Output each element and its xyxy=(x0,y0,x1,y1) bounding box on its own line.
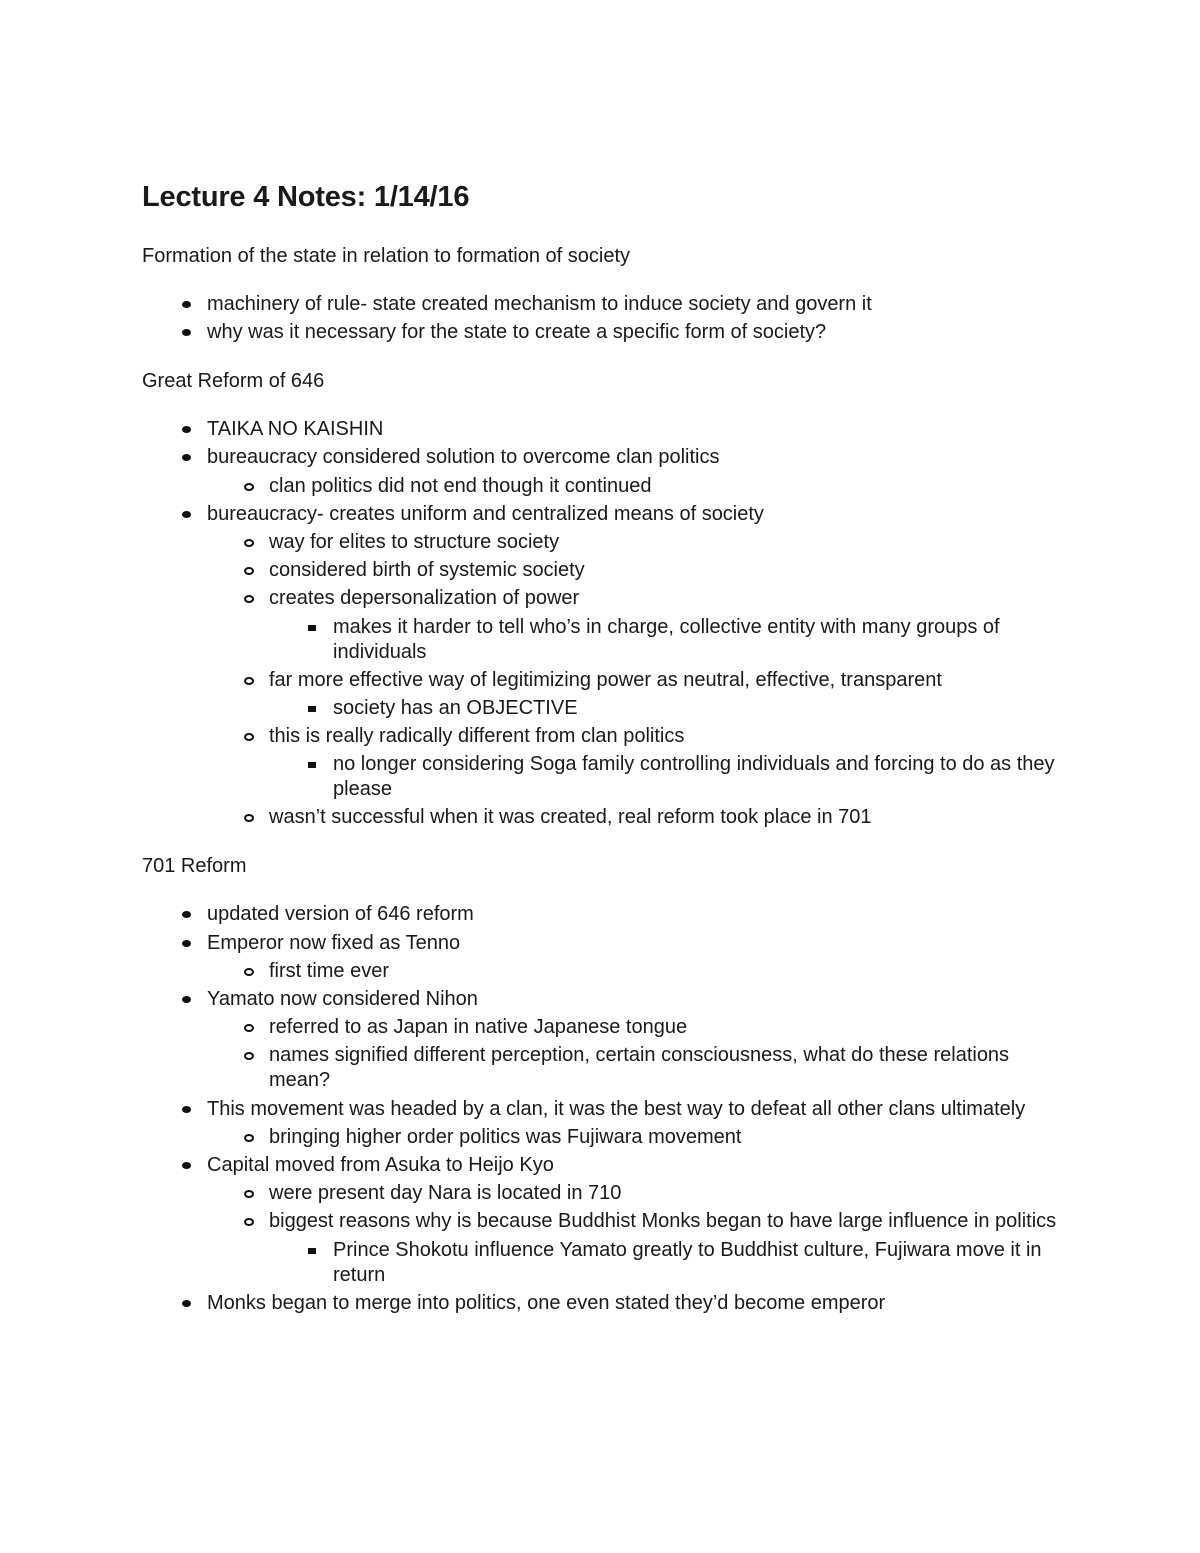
list-item xyxy=(142,1125,1062,1150)
bullet-list xyxy=(142,417,1062,830)
hollow-bullet-icon xyxy=(244,1190,254,1198)
filled-bullet-icon xyxy=(182,301,191,308)
list-item-text: This movement was headed by a clan, it was the best way to defeat all other clans ultimately xyxy=(207,1097,1026,1120)
list-item xyxy=(142,1209,1062,1234)
filled-bullet-icon xyxy=(182,1106,191,1113)
filled-bullet-icon xyxy=(182,911,191,918)
notes-page xyxy=(142,178,1062,1338)
list-item xyxy=(142,931,1062,956)
list-item xyxy=(142,752,1062,802)
list-item xyxy=(142,445,1062,470)
list-item xyxy=(142,987,1062,1012)
list-item xyxy=(142,805,1062,830)
list-item-text: clan politics did not end though it continued xyxy=(269,474,652,497)
filled-bullet-icon xyxy=(182,454,191,461)
list-item xyxy=(142,1181,1062,1206)
list-item-text: TAIKA NO KAISHIN xyxy=(207,418,384,441)
section-heading: Great Reform of 646 xyxy=(142,370,325,393)
hollow-bullet-icon xyxy=(244,814,254,822)
page-title: Lecture 4 Notes: 1/14/16 xyxy=(142,181,470,213)
list-item xyxy=(142,1291,1062,1316)
list-item xyxy=(142,417,1062,442)
bullet-list xyxy=(142,902,1062,1315)
list-item-text: referred to as Japan in native Japanese tongue xyxy=(269,1016,688,1039)
list-item xyxy=(142,959,1062,984)
list-item-text: why was it necessary for the state to create a specific form of society? xyxy=(207,321,827,344)
list-item xyxy=(142,696,1062,721)
filled-bullet-icon xyxy=(182,996,191,1003)
list-item xyxy=(142,668,1062,693)
list-item xyxy=(142,1015,1062,1040)
list-item-text: bureaucracy considered solution to overcome clan politics xyxy=(207,446,720,469)
list-item-text: makes it harder to tell who’s in charge, collective entity with many groups of individuals xyxy=(333,615,1000,663)
list-item xyxy=(142,320,1062,345)
filled-bullet-icon xyxy=(182,1162,191,1169)
hollow-bullet-icon xyxy=(244,1218,254,1226)
list-item-text: bringing higher order politics was Fujiwara movement xyxy=(269,1125,742,1148)
list-item xyxy=(142,1043,1062,1093)
list-item xyxy=(142,474,1062,499)
list-item-text: this is really radically different from clan politics xyxy=(269,725,685,748)
list-item xyxy=(142,902,1062,927)
list-item-text: Monks began to merge into politics, one even stated they’d become emperor xyxy=(207,1291,886,1314)
filled-bullet-icon xyxy=(182,426,191,433)
hollow-bullet-icon xyxy=(244,733,254,741)
list-item-text: Emperor now fixed as Tenno xyxy=(207,931,461,954)
list-item-text: far more effective way of legitimizing power as neutral, effective, transparent xyxy=(269,668,942,691)
square-bullet-icon xyxy=(308,706,316,712)
list-item-text: no longer considering Soga family controlling individuals and forcing to do as they please xyxy=(333,753,1055,801)
list-item-text: considered birth of systemic society xyxy=(269,559,585,582)
list-item-text: Yamato now considered Nihon xyxy=(207,988,478,1010)
list-item-text: Capital moved from Asuka to Heijo Kyo xyxy=(207,1153,554,1176)
bullet-list xyxy=(142,292,1062,345)
hollow-bullet-icon xyxy=(244,677,254,685)
notes-body xyxy=(142,242,1062,1316)
section-heading: 701 Reform xyxy=(142,855,247,878)
list-item-text: bureaucracy- creates uniform and centralized means of society xyxy=(207,502,764,525)
list-item-text: updated version of 646 reform xyxy=(207,903,474,926)
list-item-text: machinery of rule- state created mechanism to induce society and govern it xyxy=(207,293,872,315)
hollow-bullet-icon xyxy=(244,1024,254,1032)
hollow-bullet-icon xyxy=(244,968,254,976)
list-item-text: way for elites to structure society xyxy=(269,530,560,553)
list-item xyxy=(142,1153,1062,1178)
list-item-text: names signified different perception, certain consciousness, what do these relations mean? xyxy=(269,1044,1010,1092)
list-item xyxy=(142,292,1062,317)
hollow-bullet-icon xyxy=(244,1134,254,1142)
hollow-bullet-icon xyxy=(244,483,254,491)
filled-bullet-icon xyxy=(182,511,191,518)
list-item xyxy=(142,724,1062,749)
list-item xyxy=(142,1097,1062,1122)
list-item-text: first time ever xyxy=(269,959,390,982)
list-item-text: wasn’t successful when it was created, real reform took place in 701 xyxy=(269,806,872,829)
list-item xyxy=(142,615,1062,665)
list-item-text: society has an OBJECTIVE xyxy=(333,696,578,719)
list-item xyxy=(142,530,1062,555)
list-item-text: were present day Nara is located in 710 xyxy=(269,1182,622,1205)
filled-bullet-icon xyxy=(182,329,191,336)
list-item-text: Prince Shokotu influence Yamato greatly to Buddhist culture, Fujiwara move it in return xyxy=(333,1238,1042,1286)
filled-bullet-icon xyxy=(182,940,191,947)
section-heading: Formation of the state in relation to formation of society xyxy=(142,245,631,267)
list-item xyxy=(142,558,1062,583)
filled-bullet-icon xyxy=(182,1300,191,1307)
square-bullet-icon xyxy=(308,1248,316,1254)
square-bullet-icon xyxy=(308,762,316,768)
square-bullet-icon xyxy=(308,625,316,631)
list-item xyxy=(142,1238,1062,1288)
list-item-text: creates depersonalization of power xyxy=(269,587,580,610)
hollow-bullet-icon xyxy=(244,595,254,603)
list-item xyxy=(142,586,1062,611)
hollow-bullet-icon xyxy=(244,539,254,547)
hollow-bullet-icon xyxy=(244,1052,254,1060)
list-item xyxy=(142,502,1062,527)
hollow-bullet-icon xyxy=(244,567,254,575)
list-item-text: biggest reasons why is because Buddhist Monks began to have large influence in politics xyxy=(269,1210,1057,1233)
